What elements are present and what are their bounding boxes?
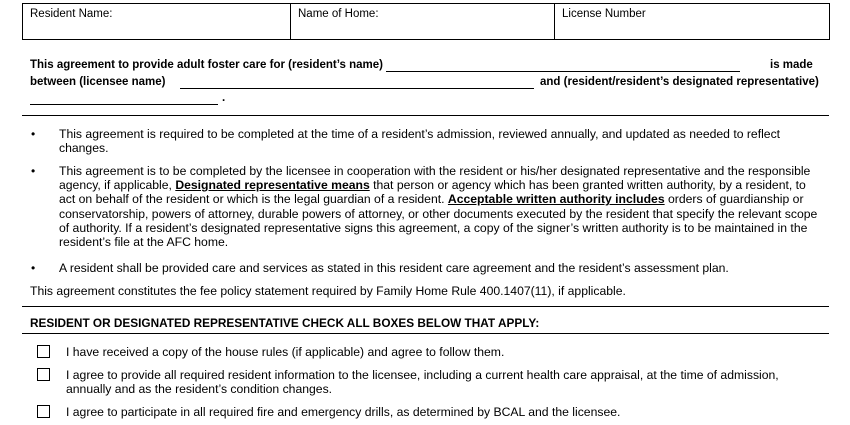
agreement-line-3-end: . (222, 92, 226, 104)
representative-name-field[interactable] (30, 104, 218, 105)
resident-information-text: I agree to provide all required resident information to the licensee, including a current health care appraisal, at the time of admission, annually and as the resident’s condition changes. (66, 368, 779, 397)
bullet-2-part-1: This agreement is to be completed by the licensee in cooperation with the resident or his/her designated representative and the responsible agency, if applicable, (59, 164, 811, 193)
fire-drills-text: I agree to participate in all required fire and emergency drills, as determined by BCAL and the licensee. (66, 405, 621, 419)
licensee-name-field[interactable] (180, 88, 534, 89)
section-divider-top (22, 115, 829, 116)
agreement-line-1: This agreement to provide adult foster care for (resident’s name) (30, 59, 383, 71)
designated-representative-term: Designated representative means (175, 178, 370, 193)
bullet-text-3: A resident shall be provided care and services as stated in this resident care agreement and the resident’s assessment plan. (59, 261, 729, 275)
bullet-text-2 (59, 164, 819, 249)
license-number-label: License Number (562, 8, 646, 20)
resident-information-checkbox[interactable] (37, 368, 50, 381)
bullet-text-1: This agreement is required to be completed at the time of a resident’s admission, reviewed annually, and updated as needed to reflect changes. (59, 127, 781, 156)
acceptable-written-authority-term: Acceptable written authority includes (447, 192, 665, 207)
bullet-dot-3: • (31, 261, 36, 275)
house-rules-text: I have received a copy of the house rules (if applicable) and agree to follow them. (66, 345, 505, 359)
section-divider-middle (22, 306, 829, 307)
fire-drills-checkbox[interactable] (37, 405, 50, 418)
agreement-line-2-end: and (resident/resident’s designated representative) (540, 76, 819, 88)
fee-policy-statement: This agreement constitutes the fee policy statement required by Family Home Rule 400.1407(11), if applicable. (30, 284, 626, 298)
bullet-2-part-2: that person or agency which has been granted written authority, by a resident, to act on behalf of the resident or which is the legal guardian of a resident. (59, 178, 806, 207)
section-divider-bottom (22, 333, 829, 334)
bullet-2-part-3: orders of guardianship or conservatorship, powers of attorney, durable powers of attorney, or other documents executed by the resident that specify the relevant scope of authority. If a resident’s designated representative signs this agreement, a copy of the signer’s written authority is to be maintained in the resident’s file at the AFC home. (59, 192, 818, 250)
header-table (22, 3, 830, 40)
header-divider-1 (290, 3, 291, 40)
resident-name-field[interactable] (386, 71, 740, 72)
agreement-line-2-start: between (licensee name) (30, 76, 166, 88)
name-of-home-label: Name of Home: (298, 8, 379, 20)
house-rules-checkbox[interactable] (37, 345, 50, 358)
bullet-dot-1: • (31, 127, 36, 141)
agreement-line-1-end: is made (770, 59, 813, 71)
checklist-heading: RESIDENT OR DESIGNATED REPRESENTATIVE CHECK ALL BOXES BELOW THAT APPLY: (30, 316, 540, 330)
bullet-dot-2: • (31, 164, 36, 178)
resident-name-label: Resident Name: (30, 8, 113, 20)
header-divider-2 (554, 3, 555, 40)
